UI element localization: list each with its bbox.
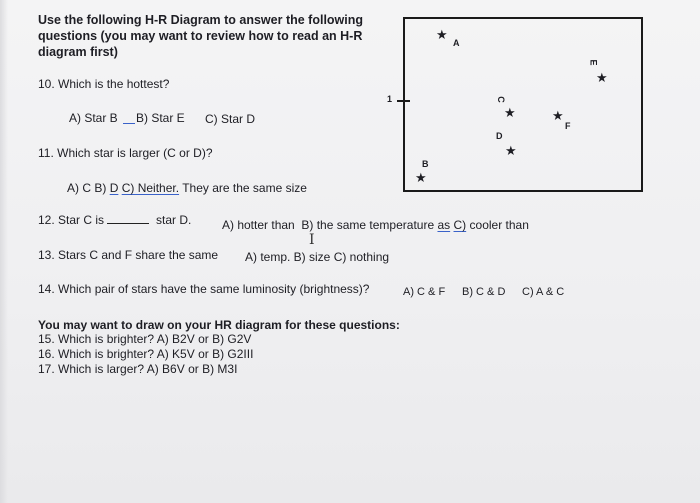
q12-option-c-letter: C): [453, 218, 467, 232]
q10-option-a: A) Star B: [69, 111, 118, 125]
q14-option-c: C) A & C: [522, 286, 565, 298]
page-edge-shadow: [0, 0, 8, 503]
q12-options: [222, 218, 529, 233]
star-f-label: F: [565, 121, 571, 131]
q11-options: [67, 181, 307, 196]
q11-option-b-label: B): [94, 181, 107, 195]
star-b-icon: ★: [415, 170, 427, 185]
q13-options: A) temp. B) size C) nothing: [245, 250, 390, 264]
q12-option-b-as: as: [437, 218, 451, 232]
q10-option-c: C) Star D: [205, 112, 256, 126]
q12-option-b: B) the same temperature: [301, 218, 435, 232]
star-e-icon: ★: [596, 70, 608, 85]
hr-diagram-frame: [403, 17, 643, 192]
question-16: 16. Which is brighter? A) K5V or B) G2III: [38, 347, 254, 361]
q12-start: 12. Star C is: [38, 213, 105, 227]
star-b-label: B: [422, 159, 429, 169]
hr-axis-tick-label: 1: [387, 94, 393, 104]
question-15: 15. Which is brighter? A) B2V or B) G2V: [38, 332, 252, 346]
q12-option-a: A) hotter than: [222, 218, 295, 232]
question-10: 10. Which is the hottest?: [38, 77, 170, 91]
q11-option-a: A) C: [67, 181, 91, 195]
intro-instructions: Use the following H-R Diagram to answer the following questions (you may want to review how to read an H-R diagram first): [38, 13, 364, 59]
q12-option-c: cooler than: [469, 218, 529, 232]
q11-option-c: C) Neither.: [121, 181, 180, 195]
star-f-icon: ★: [552, 108, 564, 123]
q10-answer-mark: [123, 123, 135, 124]
q12-mid: star D.: [156, 213, 192, 227]
star-c-icon: ★: [504, 105, 516, 120]
q14-option-a: A) C & F: [403, 286, 446, 298]
star-e-label: E: [588, 59, 599, 66]
q11-option-b-value: D: [109, 181, 119, 195]
star-d-icon: ★: [505, 143, 517, 158]
star-d-label: D: [496, 131, 503, 141]
draw-section-heading: You may want to draw on your HR diagram for these questions:: [38, 318, 400, 332]
question-11: 11. Which star is larger (C or D)?: [38, 146, 213, 160]
question-14: 14. Which pair of stars have the same luminosity (brightness)?: [38, 282, 370, 296]
q10-option-b: B) Star E: [136, 111, 185, 125]
star-a-icon: ★: [436, 27, 448, 42]
question-17: 17. Which is larger? A) B6V or B) M3I: [38, 362, 238, 376]
question-12: [38, 213, 191, 228]
star-c-label: C: [495, 96, 506, 103]
question-13: 13. Stars C and F share the same: [38, 248, 219, 262]
hr-axis-tick: [397, 100, 410, 102]
q14-option-b: B) C & D: [462, 286, 506, 298]
text-cursor-icon: I: [309, 232, 315, 248]
q12-blank: [107, 214, 149, 224]
q11-option-c-tail: They are the same size: [182, 181, 307, 195]
star-a-label: A: [453, 38, 460, 48]
